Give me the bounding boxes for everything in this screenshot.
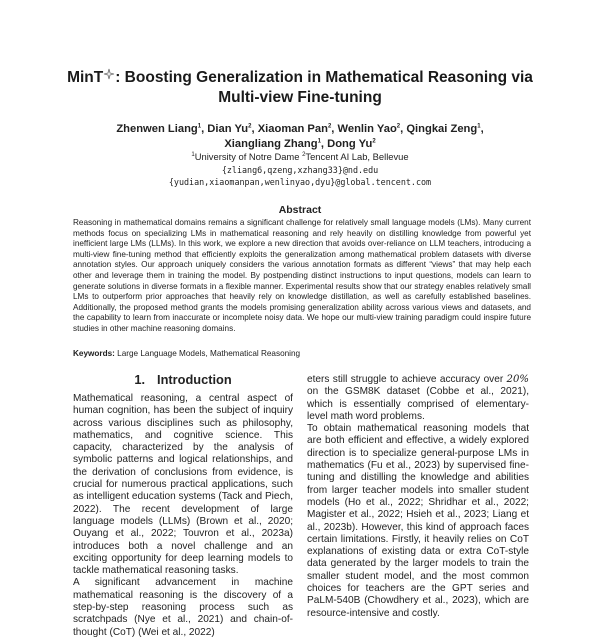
author: Dian Yu$^2$ — [207, 123, 252, 135]
paragraph: Mathematical reasoning, a central aspect of human cognition, has been the subject of inquiry across various disciplines such as philosophy, mathematics, and cognitive science. This capacity, characterized by the analysis of symbolic patterns and logical relationships, and the derivation of conclusions from evidence, is crucial for numerous practical applications, such as intelligent education systems (Tack and Piech, 2022). The recent development of large language models (LLMs) (Brown et al., 2020; Ouyang et al., 2022; Touvron et al., 2023a) introduces both a novel challenge and an exciting opportunity for deep learning models to tackle mathematical reasoning tasks. — [73, 393, 293, 577]
author: Xiangliang Zhang$^1$ — [224, 137, 321, 150]
section-number: 1. — [134, 372, 146, 387]
author-list: Zhenwen Liang$^1$, Dian Yu$^2$, Xiaoman Pan$^2$, Wenlin Yao$^2$, Qingkai Zeng$^1$, Xiangliang Zhang$^1$, Dong Yu$^2$ — [116, 123, 484, 150]
left-column — [73, 393, 293, 639]
paragraph: eters still struggle to achieve accuracy over 20% on the GSM8K dataset (Cobbe et al., 2021), which is essentially comprised of elementary-level math word problems. — [307, 374, 529, 422]
title-mint: MinT — [67, 69, 104, 86]
author: Xiaoman Pan$^2$ — [257, 123, 332, 135]
affiliations: $^1$University of Notre Dame $^2$Tencent AI Lab, Bellevue — [191, 151, 409, 162]
sparkle-icon — [103, 68, 115, 80]
email-line-1: {zliang6,qzeng,xzhang33}@nd.edu — [221, 165, 379, 175]
title-rest: : Boosting Generalization in Mathematical Reasoning via — [115, 69, 533, 86]
abstract-heading: Abstract — [278, 204, 322, 216]
affiliation-1: University of Notre Dame — [194, 151, 300, 162]
math-number: 20% — [506, 374, 529, 385]
author: Wenlin Yao$^2$ — [337, 123, 401, 135]
author: Dong Yu$^2$ — [327, 137, 376, 150]
keywords — [73, 349, 531, 358]
email-line-2: {yudian,xiaomanpan,wenlinyao,dyu}@global.tencent.com — [168, 177, 432, 187]
author: Zhenwen Liang$^1$ — [116, 123, 202, 135]
section-title: Introduction — [157, 372, 232, 387]
paper-title — [40, 68, 560, 108]
keywords-label: Keywords: — [73, 349, 115, 358]
author-emails — [50, 164, 550, 188]
paragraph: A significant advancement in machine mathematical reasoning is the discovery of a step-by-step reasoning process such as scratchpads (Nye et al., 2021) and chain-of-thought (CoT) (Wei et al., 2022) — [73, 577, 293, 638]
keywords-text: Large Language Models, Mathematical Reasoning — [117, 349, 301, 358]
right-column — [307, 374, 529, 620]
title-line-2: Multi-view Fine-tuning — [218, 89, 382, 106]
author: Qingkai Zeng$^1$ — [406, 123, 481, 135]
affiliation-2: Tencent AI Lab, Bellevue — [305, 151, 409, 162]
abstract-body: Reasoning in mathematical domains remains a significant challenge for relatively small language models (LMs). Many current methods focus on specializing LMs in mathematical reasoning and rely heavily on distilling knowledge from powerful yet inefficient large LMs (LLMs). In this work, we explore a new direction that avoids over-reliance on LLM teachers, introducing a multi-view fine-tuning method that efficiently exploits the generalization among mathematical problem datasets with diverse annotation styles. Our approach uniquely considers the various annotation formats as different “views” that may help each other and leverage them in training the model. By postpending distinct instructions to input questions, models can learn to generate solutions in diverse formats in a flexible manner. Experimental results show that our strategy enables relatively small LMs to outperform prior approaches that heavily rely on knowledge distillation, as well as carefully established baselines. Additionally, the proposed method grants the models promising generalization ability across various views and datasets, and the capability to learn from inaccurate or incomplete noisy data. We hope our multi-view training paradigm could inspire future studies in other machine reasoning domains. — [73, 218, 531, 333]
paragraph: To obtain mathematical reasoning models that are both efficient and effective, a widely explored direction is to specialize general-purpose LMs in mathematics (Fu et al., 2023) by supervised fine-tuning and distilling the knowledge and abilities from larger teacher models into smaller student models (Ho et al., 2022; Shridhar et al., 2022; Magister et al., 2022; Hsieh et al., 2023; Liang et al., 2023b). However, this kind of approach faces certain limitations. Firstly, it heavily relies on CoT explanations of existing data or extra CoT-style data generated by the larger models to train the smaller student model, and the most common choices for teachers are the GPT series and PaLM-540B (Chowdhery et al., 2023), which are resource-intensive and costly. — [307, 423, 529, 619]
section-heading-introduction — [73, 372, 293, 387]
title-line-1 — [40, 68, 560, 88]
